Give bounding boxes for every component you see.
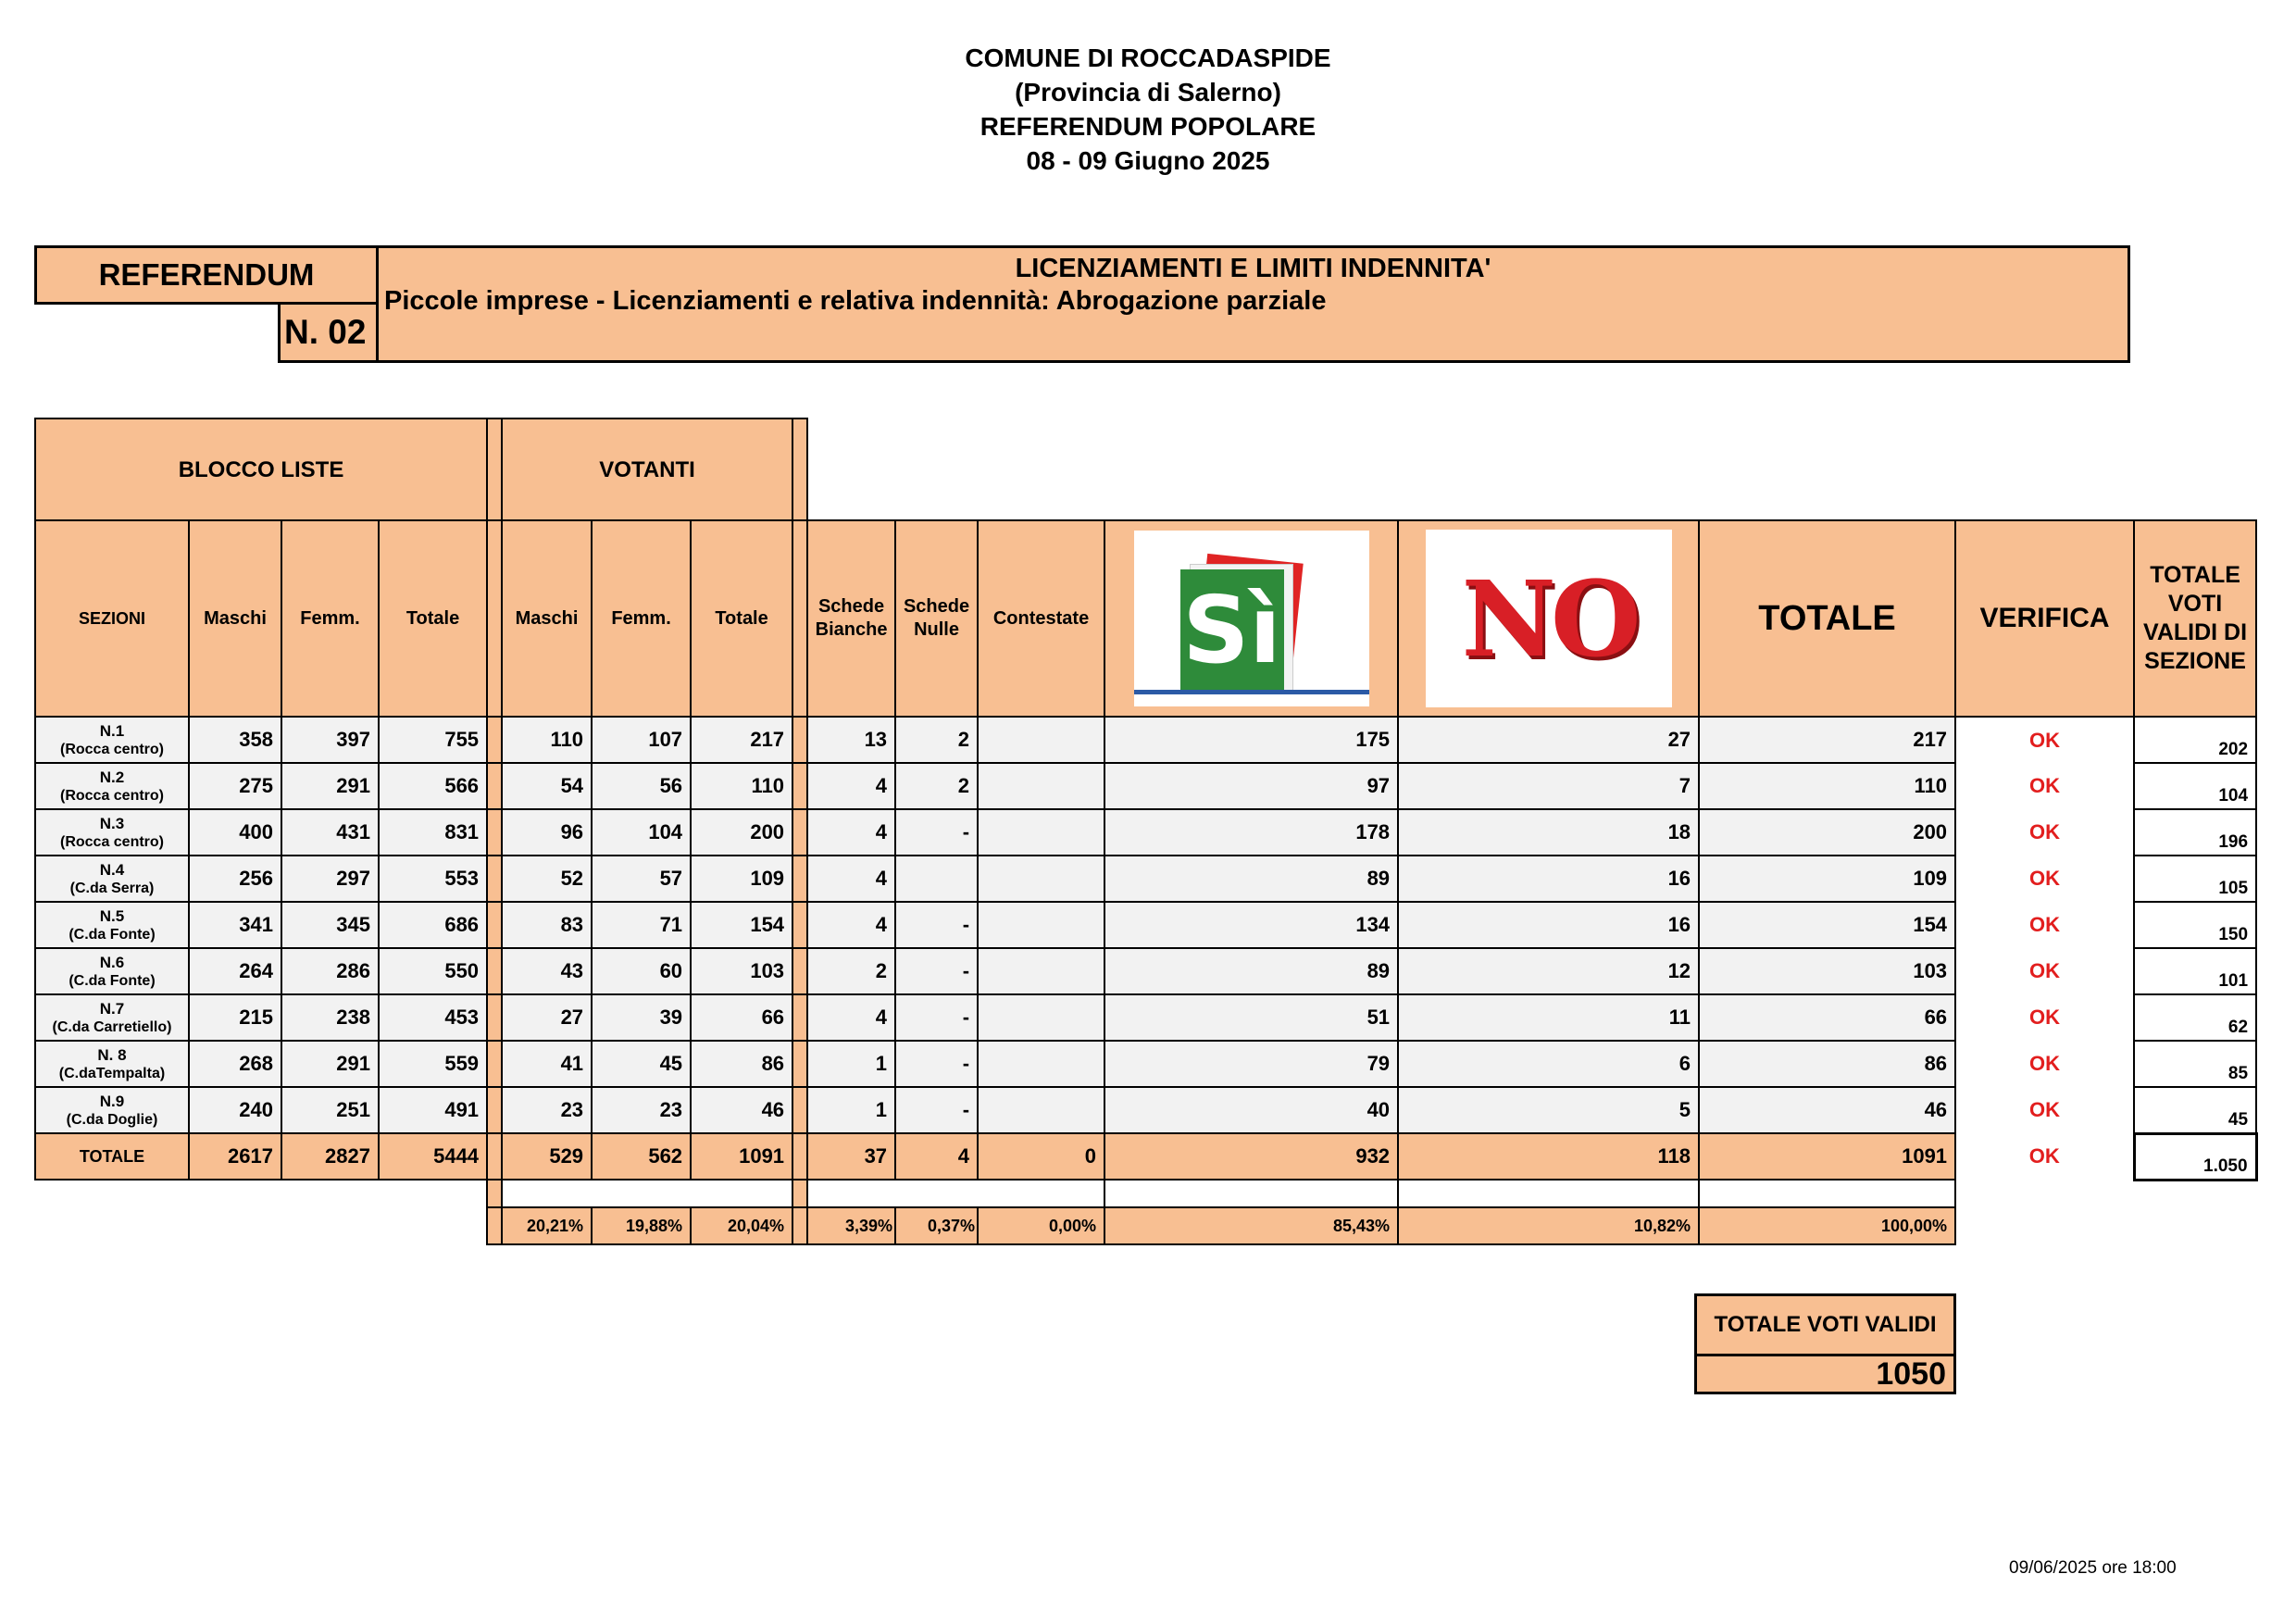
separator-cell	[792, 1180, 807, 1207]
voti-validi-sezione-header: TOTALE VOTI VALIDI DI SEZIONE	[2134, 520, 2256, 717]
votanti-maschi-value: 43	[502, 948, 592, 994]
totale-totale: 1091	[1699, 1133, 1955, 1180]
blocco-totale-value: 453	[379, 994, 487, 1041]
totale-blocco-totale: 5444	[379, 1133, 487, 1180]
blocco-totale-value: 686	[379, 902, 487, 948]
referendum-question-box	[376, 245, 2130, 363]
totale-nulle: 4	[895, 1133, 978, 1180]
section-cell: N.3 (Rocca centro)	[35, 809, 189, 856]
voti-validi-value: 104	[2134, 763, 2256, 809]
no-header	[1398, 520, 1699, 717]
table-row	[35, 948, 2256, 994]
votanti-femm-value: 56	[592, 763, 691, 809]
section-cell: N.6 (C.da Fonte)	[35, 948, 189, 994]
totale-voti-validi-value: 1050	[1694, 1354, 1956, 1394]
totale-voti-validi: 1.050	[2134, 1133, 2256, 1180]
blocco-liste-header: BLOCCO LISTE	[35, 418, 487, 520]
no-value: 12	[1398, 948, 1699, 994]
voti-validi-value: 105	[2134, 856, 2256, 902]
contestate-value	[978, 1041, 1104, 1087]
totale-row	[35, 1133, 2256, 1180]
provincia-subtitle: (Provincia di Salerno)	[1015, 78, 1281, 106]
voti-validi-value: 85	[2134, 1041, 2256, 1087]
table-row	[35, 763, 2256, 809]
contestate-value	[978, 856, 1104, 902]
voti-validi-value: 45	[2134, 1087, 2256, 1133]
blocco-maschi-value: 358	[189, 717, 281, 763]
blocco-totale-value: 553	[379, 856, 487, 902]
votanti-femm-value: 45	[592, 1041, 691, 1087]
nulle-value: -	[895, 1041, 978, 1087]
votanti-totale-value: 103	[691, 948, 792, 994]
separator-cell	[487, 1180, 502, 1207]
separator-cell	[487, 1087, 502, 1133]
verifica-value: OK	[1955, 994, 2134, 1041]
table-row	[35, 994, 2256, 1041]
bianche-value: 13	[807, 717, 895, 763]
verifica-value: OK	[1955, 948, 2134, 994]
separator-cell	[487, 1207, 502, 1244]
votanti-totale-value: 86	[691, 1041, 792, 1087]
totale-contestate: 0	[978, 1133, 1104, 1180]
sezioni-header: SEZIONI	[35, 520, 189, 717]
separator-cell	[792, 856, 807, 902]
votanti-femm-value: 104	[592, 809, 691, 856]
section-cell: N.7 (C.da Carretiello)	[35, 994, 189, 1041]
si-value: 89	[1104, 948, 1398, 994]
separator-cell	[792, 809, 807, 856]
votanti-femm-value: 60	[592, 948, 691, 994]
totale-header: TOTALE	[1699, 520, 1955, 717]
voti-validi-value: 62	[2134, 994, 2256, 1041]
blocco-femm-value: 238	[281, 994, 379, 1041]
blocco-totale-value: 491	[379, 1087, 487, 1133]
no-logo	[1426, 530, 1672, 707]
no-value: 7	[1398, 763, 1699, 809]
bianche-value: 4	[807, 809, 895, 856]
percent-contestate: 0,00%	[978, 1207, 1104, 1244]
si-value: 89	[1104, 856, 1398, 902]
referendum-label: REFERENDUM	[34, 245, 379, 305]
page-header	[0, 41, 2296, 178]
blocco-femm-value: 345	[281, 902, 379, 948]
percent-totale-votanti: 20,04%	[691, 1207, 792, 1244]
totale-row-label: TOTALE	[35, 1133, 189, 1180]
voti-validi-value: 202	[2134, 717, 2256, 763]
table-row	[35, 1041, 2256, 1087]
si-value: 175	[1104, 717, 1398, 763]
votanti-femm-value: 57	[592, 856, 691, 902]
totale-si: 932	[1104, 1133, 1398, 1180]
blocco-maschi-header: Maschi	[189, 520, 281, 717]
referendum-number: N. 02	[278, 302, 379, 363]
blocco-maschi-value: 275	[189, 763, 281, 809]
separator-cell	[487, 1041, 502, 1087]
blocco-maschi-value: 264	[189, 948, 281, 994]
separator-cell	[487, 717, 502, 763]
nulle-value: -	[895, 948, 978, 994]
comune-title: COMUNE DI ROCCADASPIDE	[965, 44, 1331, 72]
totale-value: 86	[1699, 1041, 1955, 1087]
group-header-row	[35, 418, 2256, 520]
votanti-maschi-value: 23	[502, 1087, 592, 1133]
table-row	[35, 717, 2256, 763]
totale-value: 46	[1699, 1087, 1955, 1133]
separator-cell	[487, 809, 502, 856]
totale-value: 103	[1699, 948, 1955, 994]
section-cell: N.2 (Rocca centro)	[35, 763, 189, 809]
votanti-femm-value: 107	[592, 717, 691, 763]
si-logo-text: Sì	[1180, 569, 1284, 692]
election-date: 08 - 09 Giugno 2025	[1026, 146, 1270, 175]
totale-value: 217	[1699, 717, 1955, 763]
nulle-value	[895, 856, 978, 902]
no-value: 16	[1398, 902, 1699, 948]
si-header	[1104, 520, 1398, 717]
verifica-value: OK	[1955, 809, 2134, 856]
blocco-maschi-value: 341	[189, 902, 281, 948]
totale-value: 109	[1699, 856, 1955, 902]
no-value: 27	[1398, 717, 1699, 763]
totale-value: 110	[1699, 763, 1955, 809]
separator-cell	[792, 994, 807, 1041]
separator-cell	[487, 418, 502, 520]
contestate-value	[978, 902, 1104, 948]
voti-validi-value: 101	[2134, 948, 2256, 994]
si-value: 178	[1104, 809, 1398, 856]
bianche-value: 4	[807, 763, 895, 809]
totale-verifica: OK	[1955, 1133, 2134, 1180]
separator-cell	[792, 1041, 807, 1087]
votanti-maschi-value: 41	[502, 1041, 592, 1087]
votanti-maschi-value: 54	[502, 763, 592, 809]
totale-voti-validi-label: TOTALE VOTI VALIDI	[1694, 1293, 1956, 1356]
nulle-value: -	[895, 809, 978, 856]
nulle-value: -	[895, 902, 978, 948]
bianche-value: 1	[807, 1087, 895, 1133]
bianche-value: 2	[807, 948, 895, 994]
blocco-femm-value: 297	[281, 856, 379, 902]
separator-cell	[792, 418, 807, 520]
totale-value: 66	[1699, 994, 1955, 1041]
blocco-maschi-value: 240	[189, 1087, 281, 1133]
votanti-totale-value: 46	[691, 1087, 792, 1133]
votanti-femm-value: 23	[592, 1087, 691, 1133]
separator-cell	[487, 994, 502, 1041]
no-value: 5	[1398, 1087, 1699, 1133]
votanti-totale-header: Totale	[691, 520, 792, 717]
votanti-femm-header: Femm.	[592, 520, 691, 717]
votanti-maschi-value: 110	[502, 717, 592, 763]
separator-cell	[487, 856, 502, 902]
si-logo	[1134, 531, 1369, 706]
si-value: 134	[1104, 902, 1398, 948]
blocco-femm-value: 397	[281, 717, 379, 763]
contestate-value	[978, 994, 1104, 1041]
table-row	[35, 856, 2256, 902]
referendum-question-title: LICENZIAMENTI E LIMITI INDENNITA'	[1015, 254, 1491, 283]
nulle-value: 2	[895, 717, 978, 763]
percent-bianche: 3,39%	[807, 1207, 895, 1244]
voti-validi-value: 196	[2134, 809, 2256, 856]
totale-votanti-totale: 1091	[691, 1133, 792, 1180]
verifica-value: OK	[1955, 856, 2134, 902]
contestate-value	[978, 763, 1104, 809]
blocco-femm-value: 251	[281, 1087, 379, 1133]
blocco-maschi-value: 256	[189, 856, 281, 902]
si-value: 97	[1104, 763, 1398, 809]
blocco-maschi-value: 400	[189, 809, 281, 856]
totale-votanti-maschi: 529	[502, 1133, 592, 1180]
timestamp: 09/06/2025 ore 18:00	[2009, 1558, 2177, 1578]
table-row	[35, 1087, 2256, 1133]
blocco-totale-value: 566	[379, 763, 487, 809]
si-value: 79	[1104, 1041, 1398, 1087]
contestate-value	[978, 717, 1104, 763]
percent-row	[35, 1207, 2256, 1244]
percent-femm: 19,88%	[592, 1207, 691, 1244]
nulle-value: -	[895, 1087, 978, 1133]
verifica-header: VERIFICA	[1955, 520, 2134, 717]
percent-nulle: 0,37%	[895, 1207, 978, 1244]
votanti-header: VOTANTI	[502, 418, 792, 520]
votanti-maschi-value: 52	[502, 856, 592, 902]
separator-cell	[792, 902, 807, 948]
totale-blocco-maschi: 2617	[189, 1133, 281, 1180]
votanti-totale-value: 66	[691, 994, 792, 1041]
separator-cell	[487, 948, 502, 994]
contestate-value	[978, 809, 1104, 856]
section-cell: N.4 (C.da Serra)	[35, 856, 189, 902]
table-row	[35, 809, 2256, 856]
blocco-femm-value: 291	[281, 763, 379, 809]
section-cell: N.9 (C.da Doglie)	[35, 1087, 189, 1133]
blocco-totale-header: Totale	[379, 520, 487, 717]
totale-value: 154	[1699, 902, 1955, 948]
schede-bianche-header: Schede Bianche	[807, 520, 895, 717]
verifica-value: OK	[1955, 1087, 2134, 1133]
separator-cell	[792, 1087, 807, 1133]
blocco-totale-value: 831	[379, 809, 487, 856]
si-value: 51	[1104, 994, 1398, 1041]
voti-validi-value: 150	[2134, 902, 2256, 948]
votanti-maschi-value: 27	[502, 994, 592, 1041]
blocco-totale-value: 550	[379, 948, 487, 994]
blocco-femm-header: Femm.	[281, 520, 379, 717]
blocco-maschi-value: 268	[189, 1041, 281, 1087]
separator-cell	[487, 520, 502, 717]
no-value: 18	[1398, 809, 1699, 856]
separator-cell	[487, 1133, 502, 1180]
results-table	[34, 418, 2258, 1245]
totale-votanti-femm: 562	[592, 1133, 691, 1180]
section-cell: N.5 (C.da Fonte)	[35, 902, 189, 948]
verifica-value: OK	[1955, 902, 2134, 948]
blocco-femm-value: 431	[281, 809, 379, 856]
votanti-femm-value: 39	[592, 994, 691, 1041]
separator-cell	[792, 1207, 807, 1244]
bianche-value: 4	[807, 902, 895, 948]
percent-totale: 100,00%	[1699, 1207, 1955, 1244]
section-cell: N.1 (Rocca centro)	[35, 717, 189, 763]
votanti-maschi-header: Maschi	[502, 520, 592, 717]
bianche-value: 4	[807, 856, 895, 902]
no-value: 6	[1398, 1041, 1699, 1087]
votanti-totale-value: 200	[691, 809, 792, 856]
no-value: 16	[1398, 856, 1699, 902]
totale-value: 200	[1699, 809, 1955, 856]
percent-si: 85,43%	[1104, 1207, 1398, 1244]
verifica-value: OK	[1955, 717, 2134, 763]
votanti-maschi-value: 96	[502, 809, 592, 856]
spacer-row	[35, 1180, 2256, 1207]
table-row	[35, 902, 2256, 948]
verifica-value: OK	[1955, 1041, 2134, 1087]
contestate-value	[978, 948, 1104, 994]
totale-no: 118	[1398, 1133, 1699, 1180]
separator-cell	[487, 763, 502, 809]
referendum-title: REFERENDUM POPOLARE	[980, 112, 1316, 141]
separator-cell	[487, 902, 502, 948]
no-logo-text: NO	[1461, 559, 1636, 681]
votanti-totale-value: 110	[691, 763, 792, 809]
totale-blocco-femm: 2827	[281, 1133, 379, 1180]
blocco-femm-value: 286	[281, 948, 379, 994]
si-value: 40	[1104, 1087, 1398, 1133]
no-value: 11	[1398, 994, 1699, 1041]
separator-cell	[792, 948, 807, 994]
bianche-value: 1	[807, 1041, 895, 1087]
referendum-question-description: Piccole imprese - Licenziamenti e relativa indennità: Abrogazione parziale	[384, 286, 1327, 316]
percent-no: 10,82%	[1398, 1207, 1699, 1244]
nulle-value: 2	[895, 763, 978, 809]
blocco-totale-value: 755	[379, 717, 487, 763]
si-logo-baseline	[1134, 690, 1369, 694]
bianche-value: 4	[807, 994, 895, 1041]
blocco-maschi-value: 215	[189, 994, 281, 1041]
totale-bianche: 37	[807, 1133, 895, 1180]
section-cell: N. 8 (C.daTempalta)	[35, 1041, 189, 1087]
votanti-totale-value: 217	[691, 717, 792, 763]
nulle-value: -	[895, 994, 978, 1041]
separator-cell	[792, 520, 807, 717]
column-header-row	[35, 520, 2256, 717]
blocco-totale-value: 559	[379, 1041, 487, 1087]
votanti-maschi-value: 83	[502, 902, 592, 948]
percent-maschi: 20,21%	[502, 1207, 592, 1244]
separator-cell	[792, 717, 807, 763]
votanti-femm-value: 71	[592, 902, 691, 948]
separator-cell	[792, 763, 807, 809]
schede-nulle-header: Schede Nulle	[895, 520, 978, 717]
contestate-header: Contestate	[978, 520, 1104, 717]
votanti-totale-value: 154	[691, 902, 792, 948]
votanti-totale-value: 109	[691, 856, 792, 902]
verifica-value: OK	[1955, 763, 2134, 809]
blocco-femm-value: 291	[281, 1041, 379, 1087]
contestate-value	[978, 1087, 1104, 1133]
separator-cell	[792, 1133, 807, 1180]
